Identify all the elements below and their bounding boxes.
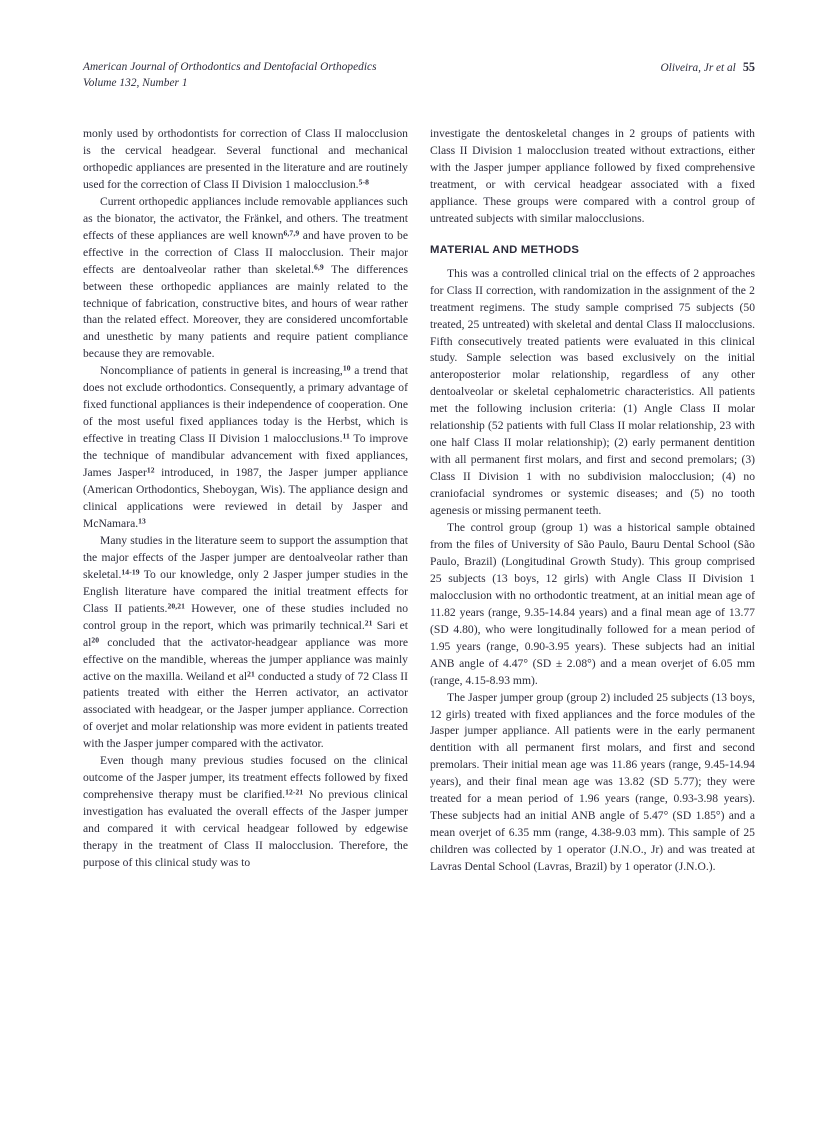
citation-superscript: 20,21: [167, 601, 186, 611]
volume-issue: Volume 132, Number 1: [83, 76, 188, 89]
running-head-authors-page: [661, 60, 755, 77]
citation-superscript: 6,7,9: [283, 228, 300, 238]
paragraph: Current orthopedic appliances include removable appliances such as the bionator, the activator, the Fränkel, and others. The treatment effects of these appliances are well known$^{6,7,9}$ and have proven to be effective in the correction of Class II malocclusion. Their major effects are dentoalveolar rather than skeletal.$^{6,9}$ The differences between these orthopedic appliances are mainly related to the technique of fabrication, constructive bites, and hours of wear rather than the related effect. Moreover, they are considered uncomfortable and unesthetic by many patients and require patient compliance because they are removable.: [83, 194, 408, 361]
citation-superscript: 13: [138, 516, 146, 526]
citation-superscript: 11: [342, 431, 350, 441]
paragraph: Many studies in the literature seem to support the assumption that the major effects of the Jasper jumper are dentoalveolar rather than skeletal.$^{14-19}$ To our knowledge, only 2 Jasper jumper studies in the English literature have compared the initial treatment effects for Class II patients.$^{20,21}$ However, one of these studies included no control group in the report, which was primarily technical.$^{21}$ Sari et al$^{20}$ concluded that the activator-headgear appliance was more effective on the mandible, whereas the jumper appliance was mainly active on the maxilla. Weiland et al$^{21}$ conducted a study of 72 Class II patients treated with either the Herren activator, an activator associated with headgear, or the Jasper jumper appliance. Correction of overjet and molar relationship was more evident in patients treated with the Jasper jumper compared with the activator.: [83, 533, 409, 751]
citation-superscript: 14-19: [121, 567, 140, 577]
citation-superscript: 12-21: [285, 787, 304, 797]
running-head-journal: [83, 60, 377, 91]
paragraph: Noncompliance of patients in general is increasing,$^{10}$ a trend that does not exclude orthodontics. Consequently, a primary advantage of fixed functional appliances is their independence of cooperation. One of the most useful fixed appliances today is the Herbst, which is effective in treating Class II Division 1 malocclusions.$^{11}$ To improve the technique of mandibular advancement with fixed appliances, James Jasper$^{12}$ introduced, in 1987, the Jasper jumper appliance (American Orthodontics, Sheboygan, Wis). The appliance design and clinical applications were reviewed in detail by Jasper and McNamara.$^{13}$: [83, 363, 408, 530]
right-column: [430, 126, 755, 876]
citation-superscript: 10: [342, 363, 351, 373]
citation-superscript: 20: [91, 634, 100, 644]
journal-title: American Journal of Orthodontics and Dentofacial Orthopedics: [83, 61, 377, 73]
paragraph: monly used by orthodontists for correction of Class II malocclusion is the cervical headgear. Several functional and mechanical orthopedic appliances are presented in the literature and are routinely used for the correction of Class II Division 1 malocclusion.$^{5-8}$: [83, 127, 408, 191]
two-column-body: [83, 126, 756, 876]
paragraph: investigate the dentoskeletal changes in 2 groups of patients with Class II Division 1 malocclusion treated without extractions, either with the Jasper jumper appliance followed by fixed comprehensive treatment, or with cervical headgear associated with a fixed appliance. These groups were compared with a control group of untreated subjects with similar malocclusions.: [430, 127, 755, 225]
citation-superscript: 6,9: [314, 261, 324, 271]
paragraph: This was a controlled clinical trial on the effects of 2 approaches for Class II correction, with randomization in the assignment of the 2 treatment regimens. The study sample comprised 75 subjects (50 treated, 25 untreated) with skeletal and dental Class II malocclusions. Fifth consecutively treated patients were evaluated in this clinical study. Sample selection was based exclusively on the initial anteroposterior molar relationship, regardless of any other dentoalveolar or skeletal cephalometric characteristics. All patients met the following inclusion criteria: (1) Angle Class II molar relationship (52 patients with full Class II molar relationship, 23 with one half Class II molar relationship); (2) early permanent dentition with all permanent first molars, and first and second premolars; (3) Class II Division 1 with no subdivision malocclusion; (4) no craniofacial syndromes or systemic diseases; and (5) no tooth agenesis or missing permanent teeth.: [430, 266, 755, 518]
citation-superscript: 12: [146, 465, 155, 475]
author-line: Oliveira, Jr et al: [660, 62, 736, 74]
page-number: 55: [742, 60, 755, 74]
citation-superscript: 21: [247, 668, 255, 678]
paragraph: Even though many previous studies focused on the clinical outcome of the Jasper jumper, its treatment effects followed by fixed comprehensive therapy must be clarified.$^{12-21}$ No previous clinical investigation has evaluated the overall effects of the Jasper jumper and compared it with cervical headgear followed by edgewise therapy in the treatment of Class II malocclusion. Therefore, the purpose of this clinical study was to: [83, 754, 408, 869]
citation-superscript: 21: [364, 618, 373, 627]
running-head: [83, 60, 755, 96]
paragraph: The Jasper jumper group (group 2) included 25 subjects (13 boys, 12 girls) treated with fixed appliances and the force modules of the Jasper jumper appliance. All patients were in the early permanent dentition with all permanent first molars, and first and second premolars. Their initial mean age was 11.86 years (range, 9.45-14.94 years), and their final mean age was 13.82 (SD 5.77); they were treated for a mean period of 1.96 years (range, 0.93-3.98 years). These subjects had an initial ANB angle of 5.47° (SD 1.85°) and a mean overjet of 6.35 mm (range, 4.38-9.03 mm). This sample of 25 children was collected by 1 operator (J.N.O., Jr) and was treated at Lavras Dental School (Lavras, Brazil) by 1 operator (J.N.O.).: [430, 690, 755, 874]
section-heading-material-and-methods: MATERIAL AND METHODS: [430, 243, 580, 256]
left-column: [83, 126, 408, 876]
paragraph: The control group (group 1) was a historical sample obtained from the files of University of São Paulo, Bauru Dental School (São Paulo, Brazil) (Longitudinal Growth Study). This group comprised 25 subjects (13 boys, 12 girls) with Angle Class II Division 1 malocclusion with no orthodontic treatment, at an initial mean age of 11.82 years (range, 9.35-14.84 years) and a final mean age of 13.77 (SD 4.80), who were longitudinally followed for a mean period of 1.95 years (range, 0.90-3.95 years). These subjects had an initial ANB angle of 4.47° (SD ± 2.08°) and a mean overjet of 6.05 mm (range, 4.15-8.93 mm).: [430, 521, 755, 687]
citation-superscript: 5-8: [358, 177, 370, 187]
